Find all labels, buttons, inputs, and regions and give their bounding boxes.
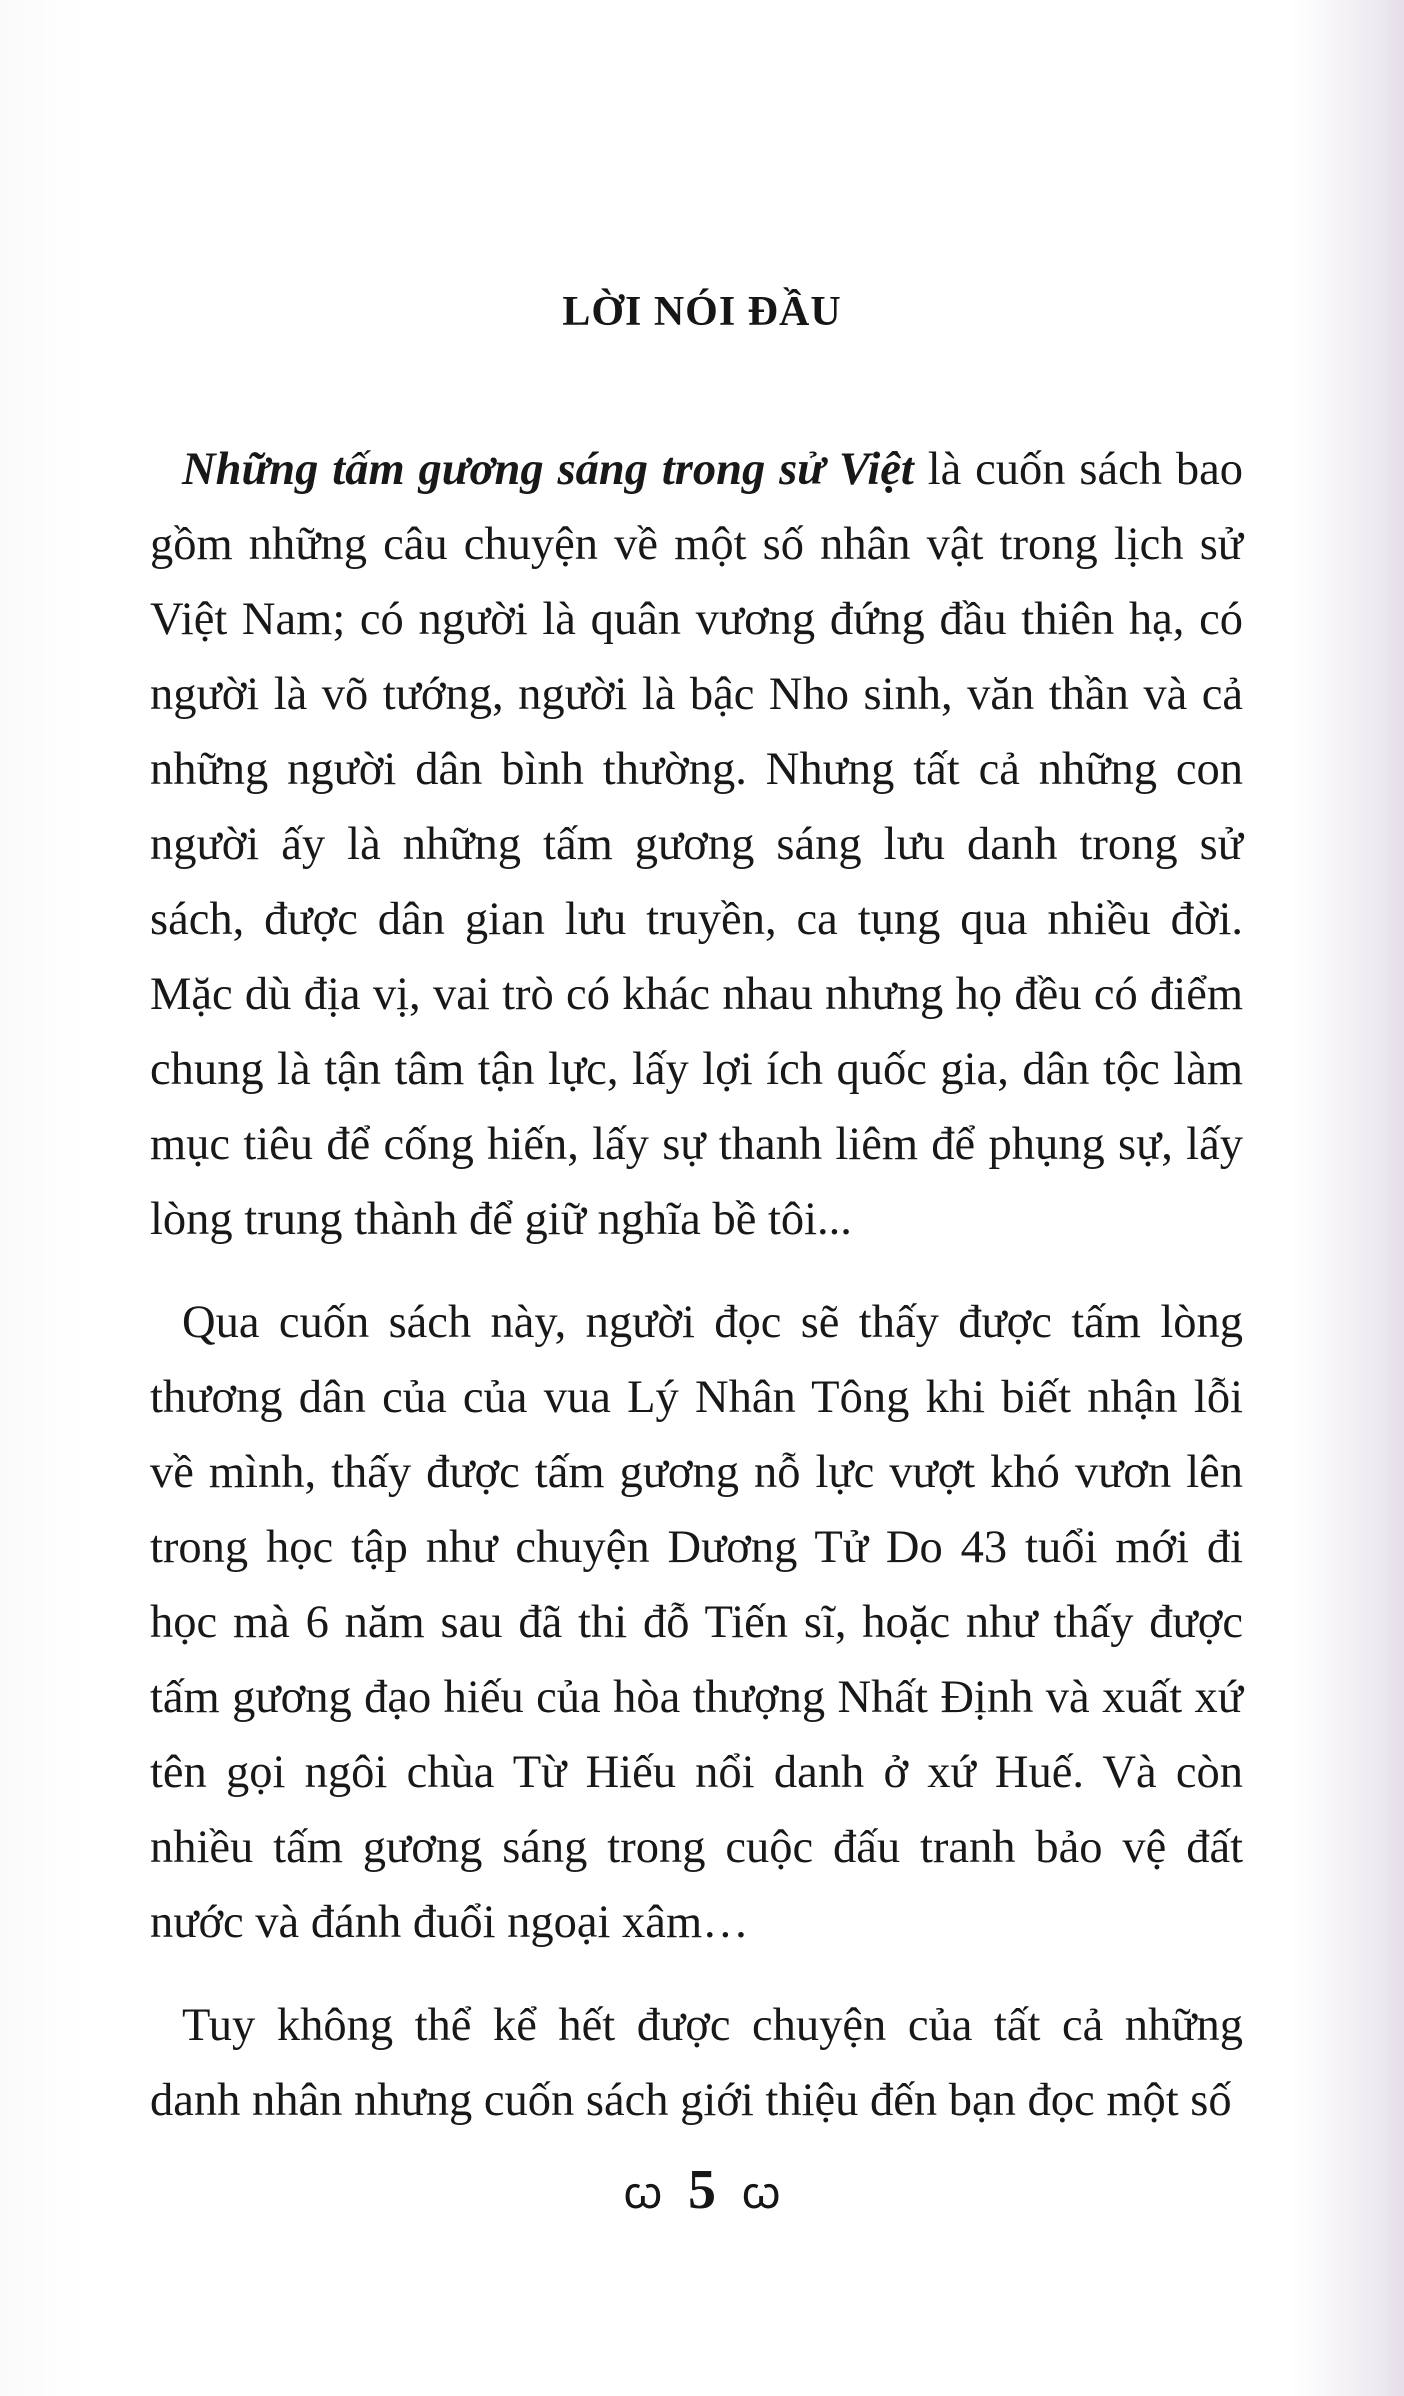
intro-text: là cuốn sách bao gồm những câu chuyện về một số nhân vật trong lịch sử Việt Nam; có người là quân vương đứng đầu thiên hạ, có người là võ tướng, người là bậc Nho sinh, văn thần và cả những người dân bình thường. Nhưng tất cả những con người ấy là những tấm gương sáng lưu danh trong sử sách, được dân gian lưu truyền, ca tụng qua nhiều đời. Mặc dù địa vị, vai trò có khác nhau nhưng họ đều có điểm chung là tận tâm tận lực, lấy lợi ích quốc gia, dân tộc làm mục tiêu để cống hiến, lấy sự thanh liêm để phụng sự, lấy lòng trung thành để giữ nghĩa bề tôi...	[150, 444, 1243, 1245]
page-footer	[0, 2158, 1404, 2222]
page-number: 5	[688, 2159, 716, 2221]
right-ornament-icon: ꞷ	[741, 2168, 782, 2219]
paragraph-3: Tuy không thể kể hết được chuyện của tất cả những danh nhân nhưng cuốn sách giới thiệu đến bạn đọc một số	[150, 2000, 1243, 2126]
page-heading: LỜI NÓI ĐẦU	[562, 289, 842, 335]
book-title: Những tấm gương sáng trong sử Việt	[182, 444, 914, 495]
page-edge-shadow	[1384, 0, 1404, 2396]
paragraph-intro	[150, 432, 1243, 1257]
paragraph-2: Qua cuốn sách này, người đọc sẽ thấy được tấm lòng thương dân của của vua Lý Nhân Tông khi biết nhận lỗi về mình, thấy được tấm gương nỗ lực vượt khó vươn lên trong học tập như chuyện Dương Tử Do 43 tuổi mới đi học mà 6 năm sau đã thi đỗ Tiến sĩ, hoặc như thấy được tấm gương đạo hiếu của hòa thượng Nhất Định và xuất xứ tên gọi ngôi chùa Từ Hiếu nổi danh ở xứ Huế. Và còn nhiều tấm gương sáng trong cuộc đấu tranh bảo vệ đất nước và đánh đuổi ngoại xâm…	[150, 1297, 1243, 1948]
left-ornament-icon: ꞷ	[622, 2168, 663, 2219]
body-text	[150, 432, 1243, 2166]
